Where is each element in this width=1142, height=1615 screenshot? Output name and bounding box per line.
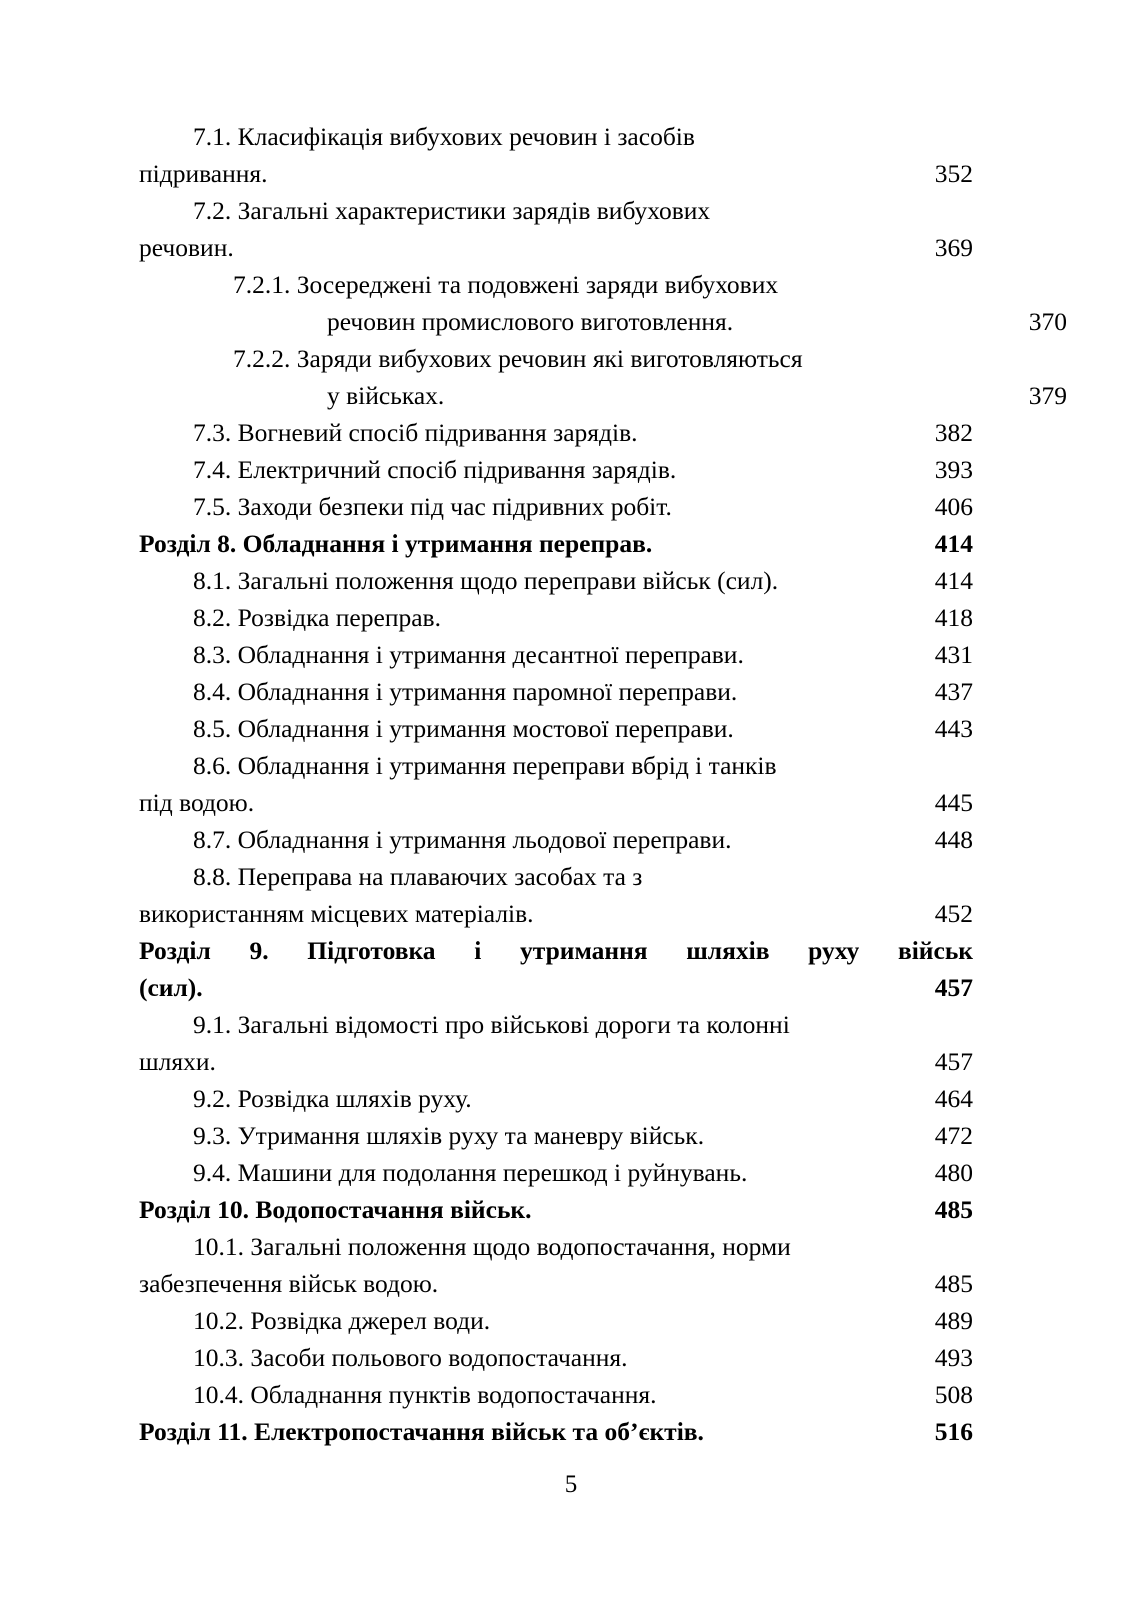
toc-entry-page-number: 472 xyxy=(934,1121,973,1150)
toc-entry-page-number: 418 xyxy=(934,603,973,632)
toc-entry-title-line: Розділ 9. Підготовка і утримання шляхів руху військ xyxy=(139,936,973,965)
toc-entry-page-number: 489 xyxy=(934,1306,973,1335)
toc-entry-title-line: речовин. xyxy=(139,233,234,262)
toc-entry-title-line: 7.1. Класифікація вибухових речовин і засобів xyxy=(193,122,695,151)
toc-entry-title: Розділ 10. Водопостачання військ. xyxy=(139,1195,532,1224)
toc-entry-title: 7.4. Електричний спосіб підривання зарядів. xyxy=(193,455,677,484)
toc-entry[interactable] xyxy=(139,488,973,525)
toc-entry[interactable] xyxy=(139,1302,973,1339)
toc-entry[interactable] xyxy=(139,1376,973,1413)
toc-entry-title xyxy=(139,192,973,266)
toc-entry[interactable] xyxy=(139,266,1067,340)
toc-entry-title: 10.2. Розвідка джерел води. xyxy=(193,1306,491,1335)
toc-entry-page-number: 393 xyxy=(934,455,973,484)
toc-entry-page-number: 352 xyxy=(934,159,973,188)
toc-entry-page-number: 452 xyxy=(934,899,973,928)
toc-entry[interactable] xyxy=(139,118,973,192)
toc-entry-page-number: 414 xyxy=(934,529,973,558)
toc-entry-page-number: 370 xyxy=(1028,307,1067,336)
toc-entry-title: 8.4. Обладнання і утримання паромної переправи. xyxy=(193,677,738,706)
toc-entry-page-number: 493 xyxy=(934,1343,973,1372)
toc-entry-title xyxy=(139,118,973,192)
toc-entry-title xyxy=(139,747,973,821)
toc-entry[interactable] xyxy=(139,599,973,636)
toc-entry[interactable] xyxy=(139,1006,973,1080)
toc-entry[interactable] xyxy=(139,673,973,710)
toc-entry-title xyxy=(233,266,973,340)
toc-entry-page-number: 480 xyxy=(934,1158,973,1187)
toc-entry-title: 8.2. Розвідка переправ. xyxy=(193,603,441,632)
toc-entry-page-number: 457 xyxy=(934,973,973,1002)
toc-entry-page-number: 485 xyxy=(934,1269,973,1298)
toc-entry-title-line: речовин промислового виготовлення. xyxy=(327,307,734,336)
toc-entry-title-line: 10.1. Загальні положення щодо водопостачання, норми xyxy=(193,1232,791,1261)
toc-entry[interactable] xyxy=(139,710,973,747)
toc-entry-title: 8.1. Загальні положення щодо переправи військ (сил). xyxy=(193,566,779,595)
toc-entry-title: 8.5. Обладнання і утримання мостової переправи. xyxy=(193,714,734,743)
toc-entry-page-number: 448 xyxy=(934,825,973,854)
toc-entry-title: 8.7. Обладнання і утримання льодової переправи. xyxy=(193,825,732,854)
toc-entry[interactable] xyxy=(139,1080,973,1117)
toc-entry-title xyxy=(233,340,973,414)
toc-entry-title: Розділ 8. Обладнання і утримання переправ. xyxy=(139,529,653,558)
toc-entry-title: 9.3. Утримання шляхів руху та маневру військ. xyxy=(193,1121,705,1150)
toc-entry-title-line: 7.2.1. Зосереджені та подовжені заряди вибухових xyxy=(233,270,779,299)
toc-entry[interactable] xyxy=(139,858,973,932)
toc-entry[interactable] xyxy=(139,414,973,451)
toc-entry-title-line: підривання. xyxy=(139,159,268,188)
toc-entry[interactable] xyxy=(139,451,973,488)
toc-entry[interactable] xyxy=(139,340,1067,414)
toc-entry-title xyxy=(139,1228,973,1302)
toc-entry-title-line: 7.2.2. Заряди вибухових речовин які виготовляються xyxy=(233,344,803,373)
toc-entry-page-number: 406 xyxy=(934,492,973,521)
toc-entry-title-line: використанням місцевих матеріалів. xyxy=(139,899,534,928)
toc-entry[interactable] xyxy=(139,1154,973,1191)
toc-entry-page-number: 443 xyxy=(934,714,973,743)
toc-entry-title: Розділ 11. Електропостачання військ та об’єктів. xyxy=(139,1417,704,1446)
table-of-contents xyxy=(139,118,1067,1450)
toc-entry-title-line: 7.2. Загальні характеристики зарядів вибухових xyxy=(193,196,711,225)
toc-entry-title-line: 9.1. Загальні відомості про військові дороги та колонні xyxy=(193,1010,790,1039)
page-folio-number: 5 xyxy=(564,1471,578,1498)
toc-entry-title: 7.3. Вогневий спосіб підривання зарядів. xyxy=(193,418,638,447)
toc-entry-page-number: 437 xyxy=(934,677,973,706)
toc-entry-title-line: шляхи. xyxy=(139,1047,216,1076)
toc-entry-page-number: 516 xyxy=(934,1417,973,1446)
toc-entry-page-number: 457 xyxy=(934,1047,973,1076)
toc-entry[interactable] xyxy=(139,636,973,673)
toc-entry[interactable] xyxy=(139,932,973,1006)
toc-entry[interactable] xyxy=(139,821,973,858)
toc-entry-title-line: 8.8. Переправа на плаваючих засобах та з xyxy=(193,862,643,891)
toc-entry-title: 10.3. Засоби польового водопостачання. xyxy=(193,1343,628,1372)
toc-entry-page-number: 485 xyxy=(934,1195,973,1224)
toc-entry-title-line: (сил). xyxy=(139,973,203,1002)
toc-entry-title xyxy=(139,1006,973,1080)
toc-entry-title-line: 8.6. Обладнання і утримання переправи вбрід і танків xyxy=(193,751,777,780)
toc-entry-title-line: у військах. xyxy=(327,381,445,410)
toc-entry-title-line: забезпечення військ водою. xyxy=(139,1269,439,1298)
toc-entry-title xyxy=(139,932,973,1006)
toc-entry-page-number: 382 xyxy=(934,418,973,447)
toc-entry-title-line: під водою. xyxy=(139,788,255,817)
toc-entry[interactable] xyxy=(139,1117,973,1154)
toc-entry[interactable] xyxy=(139,747,973,821)
toc-entry-title: 7.5. Заходи безпеки під час підривних робіт. xyxy=(193,492,672,521)
toc-entry-page-number: 369 xyxy=(934,233,973,262)
toc-entry-title: 9.4. Машини для подолання перешкод і руйнувань. xyxy=(193,1158,748,1187)
toc-entry[interactable] xyxy=(139,192,973,266)
toc-entry[interactable] xyxy=(139,1191,973,1228)
toc-entry-title xyxy=(139,858,973,932)
toc-entry-page-number: 508 xyxy=(934,1380,973,1409)
toc-entry-title: 9.2. Розвідка шляхів руху. xyxy=(193,1084,472,1113)
toc-entry[interactable] xyxy=(139,562,973,599)
toc-entry-page-number: 414 xyxy=(934,566,973,595)
toc-entry[interactable] xyxy=(139,1413,973,1450)
toc-entry-title: 8.3. Обладнання і утримання десантної переправи. xyxy=(193,640,744,669)
toc-entry-page-number: 379 xyxy=(1028,381,1067,410)
toc-entry-page-number: 464 xyxy=(934,1084,973,1113)
toc-entry-page-number: 431 xyxy=(934,640,973,669)
toc-entry[interactable] xyxy=(139,1339,973,1376)
toc-entry[interactable] xyxy=(139,525,973,562)
toc-entry-title: 10.4. Обладнання пунктів водопостачання. xyxy=(193,1380,657,1409)
toc-entry-page-number: 445 xyxy=(934,788,973,817)
toc-entry[interactable] xyxy=(139,1228,973,1302)
